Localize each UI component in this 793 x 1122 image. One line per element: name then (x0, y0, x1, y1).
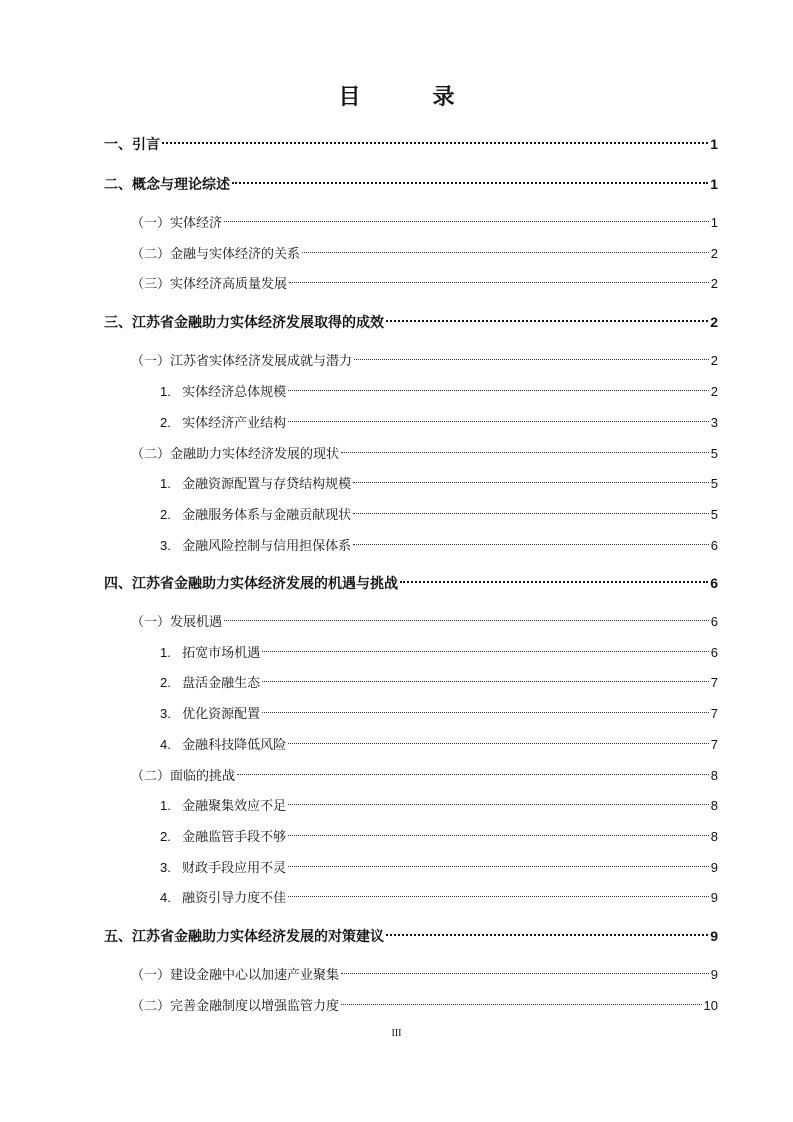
toc-entry-label (131, 213, 222, 235)
toc-entry-level-3[interactable] (160, 665, 718, 691)
toc-entry-text: 金融聚集效应不足 (182, 799, 287, 814)
toc-entry-page-number: 10 (703, 998, 718, 1013)
dot-leader (288, 405, 709, 427)
toc-entry-page-number: 9 (710, 890, 718, 905)
toc-entry-number: 1. (160, 645, 171, 660)
dot-leader (288, 850, 709, 872)
toc-entry-text: （二）面临的挑战 (131, 769, 236, 784)
dot-leader (288, 727, 709, 749)
dot-leader (341, 436, 709, 458)
toc-entry-label (160, 504, 351, 527)
toc-entry-level-1[interactable] (104, 305, 718, 331)
page-number-footer: III (391, 1028, 402, 1039)
toc-entry-page-number: 1 (710, 176, 718, 192)
toc-entry-level-2[interactable] (131, 988, 718, 1014)
toc-entry-level-3[interactable] (160, 635, 718, 661)
toc-entry-label (160, 381, 286, 404)
toc-entry-number: 2. (160, 415, 171, 430)
dot-leader (262, 665, 709, 687)
toc-entry-label (104, 134, 160, 156)
toc-entry-label (160, 703, 260, 726)
toc-entry-page-number: 1 (710, 215, 718, 230)
toc-entry-page-number: 5 (710, 476, 718, 491)
dot-leader (353, 497, 709, 519)
toc-entry-level-3[interactable] (160, 528, 718, 554)
toc-entry-label (160, 412, 286, 435)
dot-leader (162, 127, 708, 149)
toc-entry-text: （一）实体经济 (131, 216, 223, 231)
dot-leader (288, 880, 709, 902)
toc-entry-text: （三）实体经济高质量发展 (131, 277, 288, 292)
toc-entry-label (104, 174, 230, 196)
toc-entry-label (131, 244, 300, 266)
toc-entry-text: 实体经济总体规模 (182, 385, 287, 400)
dot-leader (386, 919, 708, 941)
toc-entry-level-3[interactable] (160, 727, 718, 753)
toc-entry-page-number: 6 (710, 575, 718, 591)
toc-entry-number: 2. (160, 675, 171, 690)
toc-entry-level-1[interactable] (104, 919, 718, 945)
toc-entry-label (131, 444, 339, 466)
dot-leader (353, 466, 709, 488)
toc-entry-page-number: 9 (710, 860, 718, 875)
toc-entry-page-number: 7 (710, 737, 718, 752)
toc-entry-page-number: 5 (710, 446, 718, 461)
toc-entry-label (131, 612, 222, 634)
toc-entry-text: （一）发展机遇 (131, 615, 223, 630)
toc-entry-level-1[interactable] (104, 167, 718, 193)
page-title (0, 80, 793, 111)
toc-entry-level-3[interactable] (160, 374, 718, 400)
toc-entry-text: 融资引导力度不佳 (182, 891, 287, 906)
toc-entry-text: 金融服务体系与金融贡献现状 (182, 508, 352, 523)
toc-entry-text: 金融科技降低风险 (182, 738, 287, 753)
toc-entry-number: 2. (160, 507, 171, 522)
toc-entry-level-3[interactable] (160, 466, 718, 492)
toc-entry-level-1[interactable] (104, 127, 718, 153)
toc-entry-label (160, 826, 286, 849)
toc-entry-text: （一）建设金融中心以加速产业聚集 (131, 968, 340, 983)
toc-entry-page-number: 9 (710, 967, 718, 982)
dot-leader (232, 167, 708, 189)
dot-leader (341, 957, 709, 979)
dot-leader (288, 819, 709, 841)
toc-entry-label (160, 887, 286, 910)
toc-entry-level-2[interactable] (131, 205, 718, 231)
toc-entry-number: 3. (160, 860, 171, 875)
toc-entry-text: 金融资源配置与存贷结构规模 (182, 477, 352, 492)
toc-entry-number: 2. (160, 829, 171, 844)
toc-entry-level-3[interactable] (160, 696, 718, 722)
toc-entry-level-2[interactable] (131, 957, 718, 983)
toc-entry-number: 1. (160, 476, 171, 491)
toc-entry-level-3[interactable] (160, 880, 718, 906)
toc-entry-level-3[interactable] (160, 788, 718, 814)
toc-entry-number: 1. (160, 798, 171, 813)
toc-entry-label (160, 642, 260, 665)
toc-entry-number: 3. (160, 538, 171, 553)
toc-entry-text: 财政手段应用不灵 (182, 861, 287, 876)
toc-entry-page-number: 9 (710, 928, 718, 944)
dot-leader (237, 758, 709, 780)
dot-leader (224, 604, 709, 626)
toc-entry-label (104, 312, 384, 334)
toc-entry-label (131, 965, 339, 987)
dot-leader (386, 305, 708, 327)
toc-entry-label (160, 473, 351, 496)
toc-entry-text: 实体经济产业结构 (182, 416, 287, 431)
toc-entry-level-2[interactable] (131, 343, 718, 369)
toc-entry-page-number: 2 (710, 353, 718, 368)
toc-entry-number: 4. (160, 890, 171, 905)
toc-entry-text: 二、概念与理论综述 (104, 177, 230, 193)
toc-entry-page-number: 1 (710, 136, 718, 152)
toc-entry-label (160, 795, 286, 818)
toc-entry-page-number: 8 (710, 768, 718, 783)
toc-entry-label (131, 274, 287, 296)
toc-entry-text: 一、引言 (104, 137, 160, 153)
dot-leader (288, 374, 709, 396)
title-char-1: 目 (338, 85, 361, 110)
toc-entry-text: 四、江苏省金融助力实体经济发展的机遇与挑战 (104, 576, 398, 592)
toc-entry-page-number: 6 (710, 538, 718, 553)
title-char-2: 录 (432, 85, 455, 110)
toc-entry-label (160, 857, 286, 880)
toc-entry-level-2[interactable] (131, 604, 718, 630)
toc-entry-level-2[interactable] (131, 436, 718, 462)
toc-entry-number: 4. (160, 737, 171, 752)
toc-entry-level-2[interactable] (131, 758, 718, 784)
toc-entry-label (131, 351, 352, 373)
toc-entry-page-number: 2 (710, 246, 718, 261)
toc-entry-level-2[interactable] (131, 236, 718, 262)
toc-entry-text: 盘活金融生态 (182, 676, 261, 691)
toc-entry-page-number: 8 (710, 798, 718, 813)
toc-entry-page-number: 6 (710, 614, 718, 629)
toc-entry-page-number: 2 (710, 314, 718, 330)
toc-entry-level-3[interactable] (160, 850, 718, 876)
toc-entry-text: 优化资源配置 (182, 707, 261, 722)
toc-entry-level-3[interactable] (160, 819, 718, 845)
toc-entry-number: 3. (160, 706, 171, 721)
dot-leader (262, 696, 709, 718)
toc-entry-text: （二）完善金融制度以增强监管力度 (131, 999, 340, 1014)
dot-leader (302, 236, 709, 258)
dot-leader (400, 566, 708, 588)
toc-entry-level-3[interactable] (160, 497, 718, 523)
toc-entry-text: 金融风险控制与信用担保体系 (182, 539, 352, 554)
dot-leader (289, 266, 709, 288)
toc-entry-page-number: 7 (710, 675, 718, 690)
toc-entry-page-number: 2 (710, 276, 718, 291)
toc-entry-label (131, 766, 235, 788)
dot-leader (354, 343, 709, 365)
toc-entry-text: （一）江苏省实体经济发展成就与潜力 (131, 354, 353, 369)
toc-entry-page-number: 3 (710, 415, 718, 430)
toc-entry-text: （二）金融与实体经济的关系 (131, 247, 301, 262)
toc-entry-text: （二）金融助力实体经济发展的现状 (131, 447, 340, 462)
toc-entry-page-number: 8 (710, 829, 718, 844)
toc-entry-page-number: 2 (710, 384, 718, 399)
dot-leader (341, 988, 702, 1010)
toc-entry-label (160, 734, 286, 757)
toc-entry-level-1[interactable] (104, 566, 718, 592)
toc-entry-label (160, 672, 260, 695)
toc-entry-page-number: 5 (710, 507, 718, 522)
toc-entry-label (160, 535, 351, 558)
toc-entry-number: 1. (160, 384, 171, 399)
toc-entry-label (131, 996, 339, 1018)
dot-leader (262, 635, 709, 657)
toc-entry-page-number: 6 (710, 645, 718, 660)
toc-entry-text: 三、江苏省金融助力实体经济发展取得的成效 (104, 315, 384, 331)
toc-entry-level-3[interactable] (160, 405, 718, 431)
toc-entry-level-2[interactable] (131, 266, 718, 292)
toc-entry-text: 五、江苏省金融助力实体经济发展的对策建议 (104, 929, 384, 945)
toc-entry-text: 拓宽市场机遇 (182, 646, 261, 661)
dot-leader (224, 205, 709, 227)
toc-entry-text: 金融监管手段不够 (182, 830, 287, 845)
toc-entry-page-number: 7 (710, 706, 718, 721)
dot-leader (288, 788, 709, 810)
toc-entry-label (104, 573, 398, 595)
dot-leader (353, 528, 709, 550)
toc-entry-label (104, 926, 384, 948)
